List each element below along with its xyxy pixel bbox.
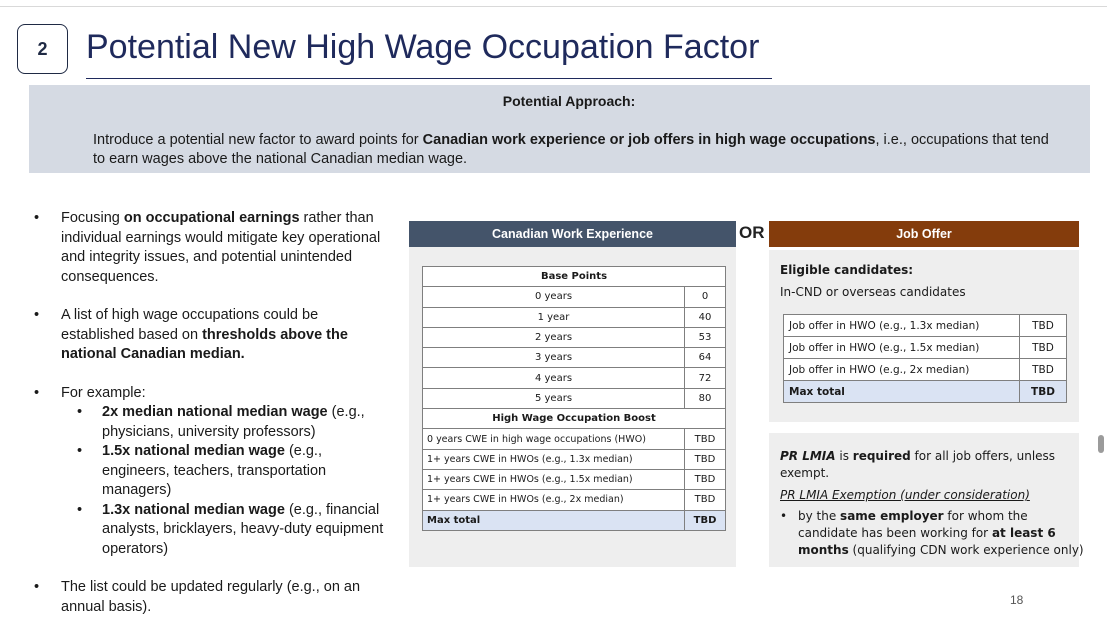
row-label: Max total: [784, 381, 1020, 403]
slide-number-badge: [17, 24, 68, 74]
eligible-text: In-CND or overseas candidates: [780, 285, 966, 299]
scrollbar-thumb[interactable]: [1098, 435, 1104, 453]
lmia-exemption-label: PR LMIA Exemption (under consideration): [780, 488, 1030, 502]
sub-bullet-text: (e.g., engineers, teachers, transportation managers): [102, 443, 327, 498]
row-value: 0: [685, 287, 726, 307]
sub-bullet-bold: 2x median national median wage: [102, 404, 328, 420]
sub-bullet-bold: 1.3x national median wage: [102, 501, 285, 518]
table-row: [423, 327, 726, 347]
cwe-table: [422, 266, 726, 531]
lmia-required-text: [780, 448, 1070, 482]
ex-text: (qualifying CDN work experience only): [848, 543, 1084, 557]
page-title: Potential New High Wage Occupation Factor: [86, 28, 760, 66]
row-value: TBD: [685, 490, 726, 510]
table-row: [423, 388, 726, 408]
approach-text-part: , i.e., occupations that tend to earn wages above the national Canadian median wage.: [93, 132, 1049, 167]
ex-text: by the: [798, 509, 841, 523]
sub-bullet-item: [61, 403, 385, 442]
row-value: 53: [685, 327, 726, 347]
approach-box: [29, 85, 1090, 173]
sub-bullet-bold: 1.5x national median wage: [102, 443, 285, 459]
table-row: [423, 429, 726, 449]
bullet-text: Focusing: [61, 210, 124, 226]
job-offer-table: [783, 314, 1067, 403]
slide-number: 2: [37, 38, 48, 59]
title-underline: [86, 78, 772, 79]
row-value: TBD: [685, 469, 726, 489]
row-label: 2 years: [423, 327, 685, 347]
row-value: TBD: [685, 449, 726, 469]
table-row: [423, 368, 726, 388]
bullet-text: For example:: [61, 384, 146, 401]
row-label: 3 years: [423, 348, 685, 368]
bullet-text: rather than individual earnings would mitigate key operational and integrity issues, and potential unintended consequences.: [61, 210, 381, 285]
row-label: 1+ years CWE in HWOs (e.g., 2x median): [423, 490, 685, 510]
row-value: 64: [685, 348, 726, 368]
row-label: Max total: [423, 510, 685, 530]
table-row: [423, 348, 726, 368]
table-row: [423, 469, 726, 489]
lmia-exemption-bullet: [780, 508, 1088, 559]
or-label: OR: [739, 223, 765, 242]
bullet-bold: on occupational earnings: [123, 210, 300, 226]
table-row: [784, 337, 1067, 359]
row-value: TBD: [685, 510, 726, 530]
row-value: TBD: [685, 429, 726, 449]
table-row: [423, 449, 726, 469]
bullet-item: [30, 209, 385, 287]
ex-bold: same employer: [840, 509, 944, 523]
row-label: 1 year: [423, 307, 685, 327]
ex-bold: at least 6 months: [798, 526, 1056, 557]
row-label: Job offer in HWO (e.g., 1.5x median): [784, 337, 1020, 359]
row-label: 0 years: [423, 287, 685, 307]
row-value: TBD: [1020, 337, 1067, 359]
base-points-header: Base Points: [423, 267, 726, 287]
job-offer-header: Job Offer: [769, 221, 1079, 247]
approach-text-bold: Canadian work experience or job offers in high wage occupations: [422, 132, 876, 148]
table-row: [784, 315, 1067, 337]
bullet-bold: thresholds above the national Canadian median.: [61, 326, 348, 362]
bullet-item: [30, 578, 385, 617]
row-label: 1+ years CWE in HWOs (e.g., 1.3x median): [423, 449, 685, 469]
lmia-bold: PR LMIA: [780, 449, 836, 463]
page-number: 18: [1010, 593, 1024, 607]
table-row: [423, 287, 726, 307]
row-label: Job offer in HWO (e.g., 2x median): [784, 359, 1020, 381]
max-total-row: [423, 510, 726, 530]
row-label: 5 years: [423, 388, 685, 408]
row-value: 80: [685, 388, 726, 408]
row-label: Job offer in HWO (e.g., 1.3x median): [784, 315, 1020, 337]
approach-heading: Potential Approach:: [502, 93, 636, 109]
table-row: [784, 359, 1067, 381]
eligible-label: Eligible candidates:: [780, 263, 914, 277]
lmia-text: for all job offers, unless exempt.: [780, 449, 1056, 480]
sub-bullet-text: (e.g., financial analysts, bricklayers, heavy-duty equipment operators): [102, 501, 384, 557]
bullet-list: [30, 209, 385, 636]
row-value: TBD: [1020, 315, 1067, 337]
cwe-header: Canadian Work Experience: [409, 221, 736, 247]
sub-bullet-list: [61, 403, 385, 559]
row-label: 0 years CWE in high wage occupations (HWO): [423, 429, 685, 449]
approach-text-part: Introduce a potential new factor to award points for: [93, 132, 423, 148]
lmia-text: is: [835, 449, 853, 463]
sub-bullet-item: [61, 442, 385, 501]
approach-text: [93, 131, 1053, 169]
top-divider: [0, 6, 1107, 7]
bullet-item: [30, 306, 385, 365]
table-row: [423, 307, 726, 327]
boost-header: High Wage Occupation Boost: [423, 409, 726, 429]
sub-bullet-text: (e.g., physicians, university professors): [102, 404, 365, 440]
bullet-item: [30, 384, 385, 560]
sub-bullet-item: [61, 501, 385, 560]
row-value: 72: [685, 368, 726, 388]
bullet-text: The list could be updated regularly (e.g., on an annual basis).: [61, 579, 361, 615]
table-row: [423, 490, 726, 510]
row-label: 1+ years CWE in HWOs (e.g., 1.5x median): [423, 469, 685, 489]
max-total-row: [784, 381, 1067, 403]
row-value: TBD: [1020, 381, 1067, 403]
ex-text: for whom the candidate has been working for: [798, 509, 1028, 540]
row-label: 4 years: [423, 368, 685, 388]
bullet-text: A list of high wage occupations could be established based on: [61, 307, 319, 343]
row-value: TBD: [1020, 359, 1067, 381]
lmia-bold: required: [852, 449, 911, 463]
row-value: 40: [685, 307, 726, 327]
